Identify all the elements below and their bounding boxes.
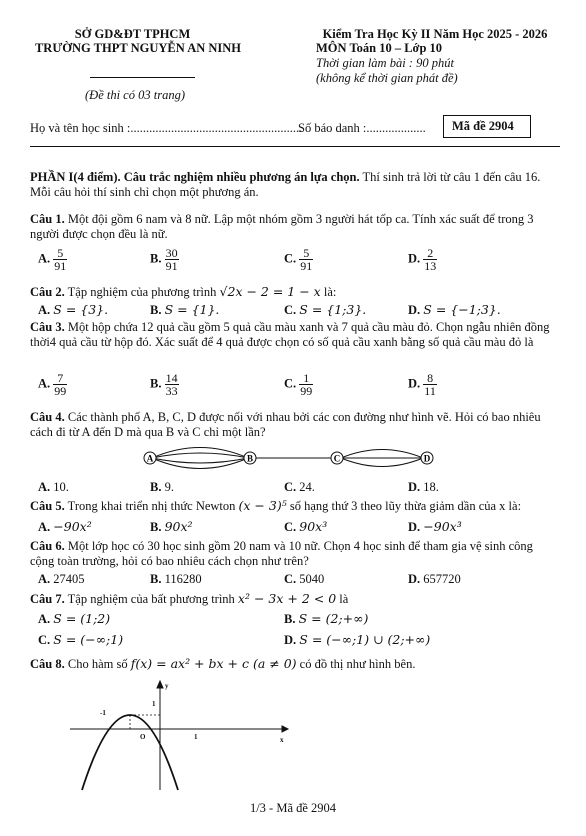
x-axis-label: x [280, 736, 284, 744]
question-2-label: Câu 2. [30, 285, 65, 299]
q5-option-c[interactable]: C. 90x³ [284, 519, 328, 534]
q1-option-c[interactable]: C. $\frac{5}{91}$ [284, 246, 313, 273]
student-name-field: Họ và tên học sinh :....................................................... [30, 121, 303, 135]
question-3: Câu 3. Một hộp chứa 12 quả cầu gồm 5 quả cầu màu xanh và 7 quả cầu màu đỏ. Chọn ngẫu nhiên đồng thời4 quả cầu từ hộp đó. Xác suất để 4 quả được chọn có số quả cầu xanh bằng số quả cầu màu đỏ là [30, 320, 550, 349]
q3-option-a[interactable]: A. $\frac{7}{99}$ [38, 371, 67, 398]
x-tick-minus-1: -1 [100, 709, 106, 717]
part1-desc: Thí sinh trả lời từ câu 1 đến câu 16. [359, 170, 541, 184]
node-c-label: C [333, 453, 341, 464]
question-1-text: Một đội gồm 6 nam và 8 nữ. Lập một nhóm gồm 3 người hát tốp ca. Tính xác suất để trong 3 người được chọn đều là nữ. [30, 212, 534, 241]
q5-option-b[interactable]: B. 90x² [150, 519, 193, 534]
q2-option-a[interactable]: A. S = {3}. [38, 302, 109, 317]
node-d-label: D [423, 453, 431, 464]
q4-option-a[interactable]: A. 10. [38, 480, 69, 494]
node-b-label: B [246, 453, 254, 464]
x-axis-arrow [282, 726, 288, 732]
header-divider [90, 77, 195, 78]
q4-option-b[interactable]: B. 9. [150, 480, 174, 494]
x-tick-1: 1 [194, 733, 198, 741]
part1-title: PHẦN I(4 điểm). Câu trắc nghiệm nhiều phương án lựa chọn. [30, 170, 360, 184]
q5-option-a[interactable]: A. −90x² [38, 519, 92, 534]
exam-code-box: Mã đề 2904 [443, 115, 531, 138]
school-name: TRƯỜNG THPT NGUYỄN AN NINH [34, 41, 242, 55]
q5-option-d[interactable]: D. −90x³ [408, 519, 462, 534]
q7-option-b[interactable]: B. S = (2;+∞) [284, 611, 369, 626]
question-2: Câu 2. Tập nghiệm của phương trình √2x − 2 = 1 − x là: [30, 284, 337, 299]
department-name: SỞ GD&ĐT TPHCM [74, 27, 191, 41]
question-8: Câu 8. Cho hàm số f(x) = ax² + bx + c (a ≠ 0) có đồ thị như hình bên. [30, 656, 416, 671]
question-8-label: Câu 8. [30, 657, 65, 671]
road-c-d-3 [341, 458, 423, 467]
node-a-label: A [146, 453, 154, 464]
subject: MÔN Toán 10 – Lớp 10 [316, 41, 443, 55]
q7-option-d[interactable]: D. S = (−∞;1) ∪ (2;+∞) [284, 632, 431, 647]
q4-option-d[interactable]: D. 18. [408, 480, 439, 494]
origin-label: O [140, 733, 146, 741]
q6-option-d[interactable]: D. 657720 [408, 572, 461, 586]
q4-option-c[interactable]: C. 24. [284, 480, 315, 494]
question-6-label: Câu 6. [30, 539, 65, 553]
question-7: Câu 7. Tập nghiệm của bất phương trình x² − 3x + 2 < 0 là [30, 591, 349, 606]
q3-option-d[interactable]: D. $\frac{8}{11}$ [408, 371, 436, 398]
q2-option-d[interactable]: D. S = {−1;3}. [408, 302, 501, 317]
pages-note: (Đề thi có 03 trang) [85, 88, 185, 102]
q7-option-a[interactable]: A. S = (1;2) [38, 611, 111, 626]
exam-time-note: (không kể thời gian phát đề) [316, 71, 458, 85]
q1-option-b[interactable]: B. $\frac{30}{91}$ [150, 246, 178, 273]
road-a-b-3 [152, 458, 248, 463]
q1-option-d[interactable]: D. $\frac{2}{13}$ [408, 246, 437, 273]
question-5: Câu 5. Trong khai triển nhị thức Newton (x − 3)⁵ số hạng thứ 3 theo lũy thừa giảm dần của x là: [30, 498, 522, 513]
road-c-d-1 [341, 450, 423, 459]
q3-option-c[interactable]: C. $\frac{1}{99}$ [284, 371, 313, 398]
question-1-label: Câu 1. [30, 212, 65, 226]
city-road-diagram [140, 443, 440, 473]
q3-option-b[interactable]: B. $\frac{14}{33}$ [150, 371, 178, 398]
question-1 [30, 212, 560, 242]
exam-time: Thời gian làm bài : 90 phút [316, 56, 454, 70]
question-4-label: Câu 4. [30, 410, 65, 424]
q7-option-c[interactable]: C. S = (−∞;1) [38, 632, 124, 647]
parabola-curve [82, 715, 178, 790]
q1-option-a[interactable]: A. $\frac{5}{91}$ [38, 246, 67, 273]
question-7-label: Câu 7. [30, 592, 65, 606]
q6-option-c[interactable]: C. 5040 [284, 572, 325, 586]
y-tick-1: 1 [152, 700, 156, 708]
road-a-b-2 [152, 453, 248, 458]
question-5-label: Câu 5. [30, 499, 65, 513]
q2-equation: √2x − 2 = 1 − x [219, 284, 321, 299]
q6-option-b[interactable]: B. 116280 [150, 572, 202, 586]
section-divider [30, 146, 560, 147]
q6-option-a[interactable]: A. 27405 [38, 572, 85, 586]
student-id-field: Số báo danh :................... [298, 121, 426, 135]
y-axis-arrow [157, 681, 163, 688]
y-axis-label: y [165, 682, 169, 690]
exam-title: Kiểm Tra Học Kỳ II Năm Học 2025 - 2026 [322, 27, 548, 41]
question-3-label: Câu 3. [30, 320, 65, 334]
parabola-graph [60, 678, 290, 793]
page-footer: 1/3 - Mã đề 2904 [249, 801, 337, 815]
question-6: Câu 6. Một lớp học có 30 học sinh gồm 20 nam và 10 nữ. Chọn 4 học sinh để tham gia vệ sinh công cộng toàn trường, hỏi có bao nhiêu cách chọn như trên? [30, 539, 533, 568]
part1-desc2: Mỗi câu hỏi thí sinh chỉ chọn một phương án. [30, 185, 259, 199]
q2-option-c[interactable]: C. S = {1;3}. [284, 302, 367, 317]
question-4: Câu 4. Các thành phố A, B, C, D được nối với nhau bởi các con đường như hình vẽ. Hỏi có bao nhiêu cách đi từ A đến D mà qua B và C chỉ một lần? [30, 410, 541, 439]
q2-option-b[interactable]: B. S = {1}. [150, 302, 220, 317]
